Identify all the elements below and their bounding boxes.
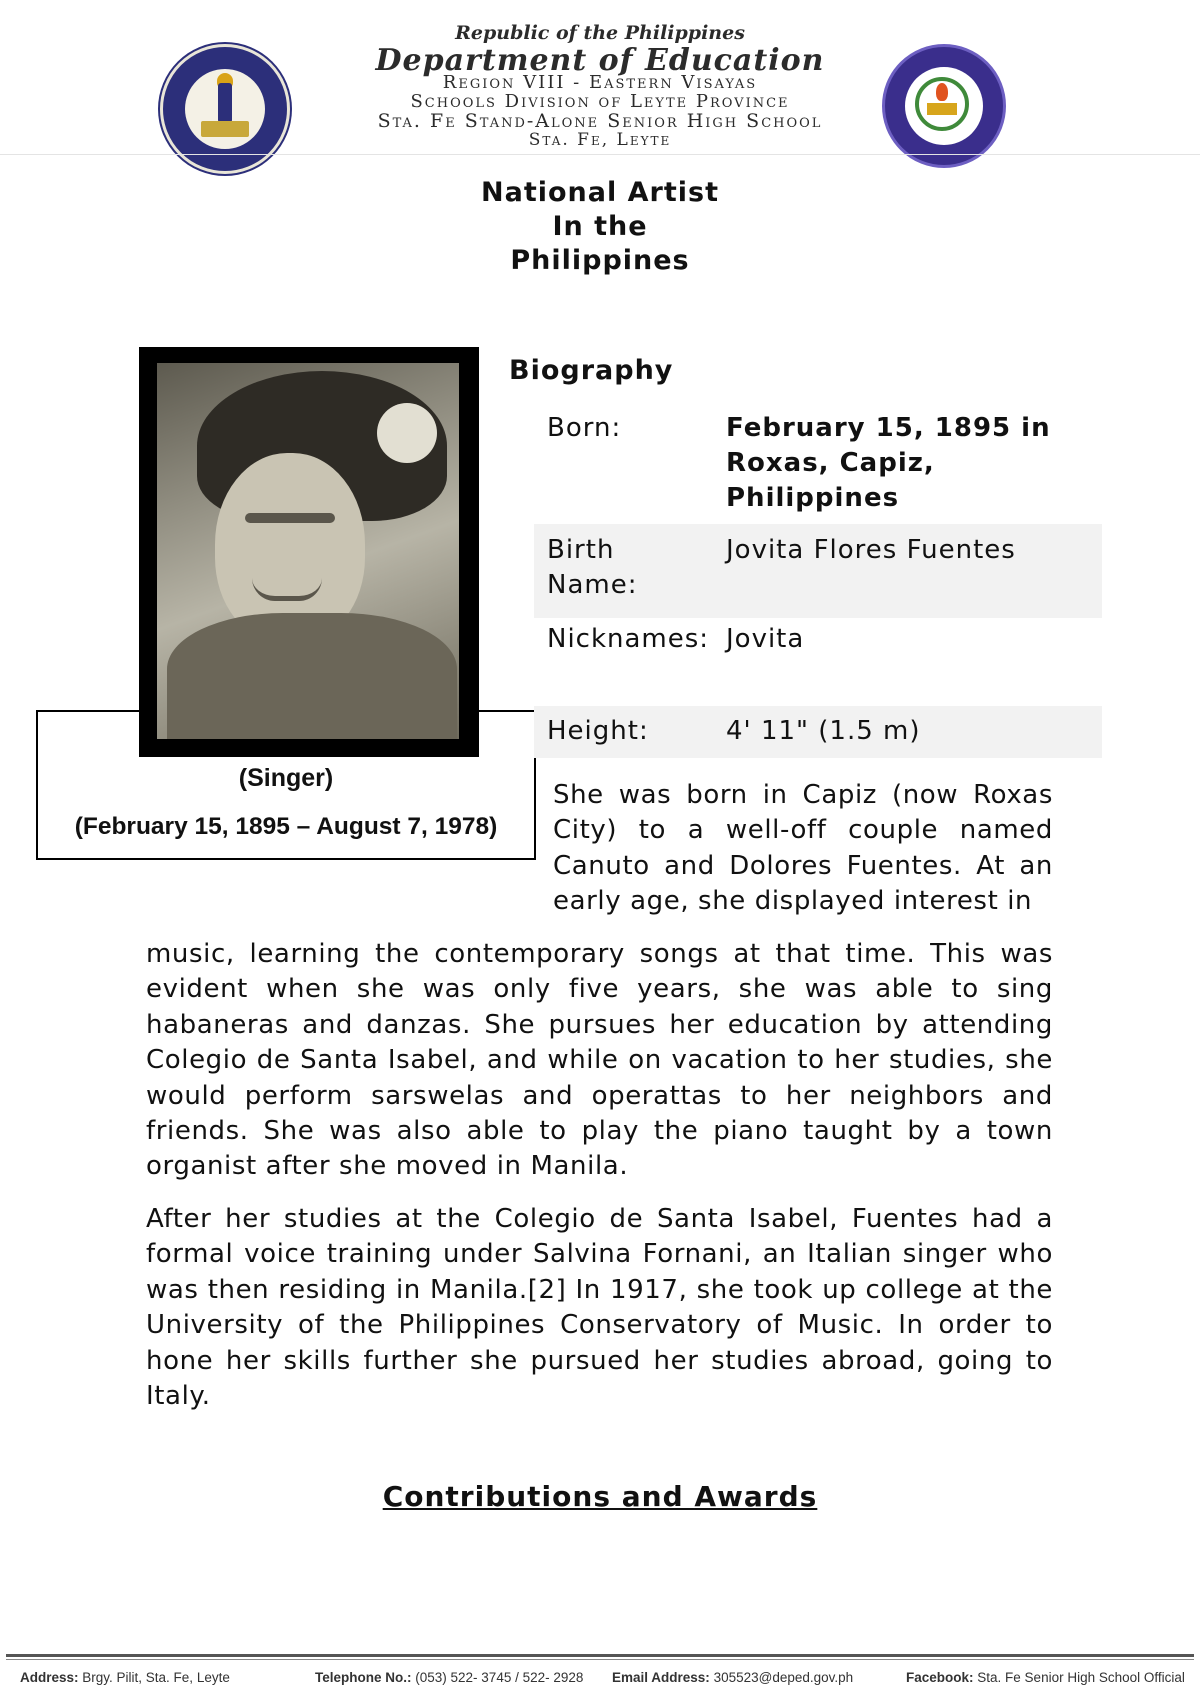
letterhead-republic: Republic of the Philippines bbox=[455, 22, 745, 44]
footer-address-value: Brgy. Pilit, Sta. Fe, Leyte bbox=[82, 1670, 230, 1685]
footer-email-label: Email Address: bbox=[612, 1670, 710, 1685]
portrait-photo bbox=[157, 363, 459, 739]
letterhead-school: Sta. Fe Stand-Alone Senior High School bbox=[377, 110, 823, 132]
bio-label: Born: bbox=[547, 413, 622, 443]
title-line-3: Philippines bbox=[510, 245, 690, 276]
bio-row-birth-name bbox=[534, 524, 1102, 618]
portrait-role: (Singer) bbox=[238, 764, 334, 792]
biography-heading: Biography bbox=[509, 355, 674, 386]
letterhead-region: Region VIII - Eastern Visayas bbox=[442, 72, 758, 93]
school-seal-icon bbox=[882, 44, 1006, 168]
portrait-dates: (February 15, 1895 – August 7, 1978) bbox=[74, 813, 498, 840]
footer-phone bbox=[315, 1670, 583, 1685]
footer-divider-thin bbox=[6, 1659, 1194, 1660]
footer-phone-value: (053) 522- 3745 / 522- 2928 bbox=[415, 1670, 584, 1685]
footer-facebook-value: Sta. Fe Senior High School Official bbox=[977, 1670, 1185, 1685]
paragraph-early-life-start: She was born in Capiz (now Roxas City) to a well-off couple named Canuto and Dolores Fuentes. At an early age, she displayed interest in bbox=[553, 780, 1053, 917]
footer-address-label: Address: bbox=[20, 1670, 79, 1685]
paragraph-education: After her studies at the Colegio de Santa Isabel, Fuentes had a formal voice training under Salvina Fornani, an Italian singer who was then residing in Manila.[2] In 1917, she took up college at the University of the Philippines Conservatory of Music. In order to hone her skills further she pursued her studies abroad, going to Italy. bbox=[146, 1204, 1053, 1412]
footer-address bbox=[20, 1670, 230, 1685]
bio-value: Jovita bbox=[726, 624, 805, 654]
letterhead-division: Schools Division of Leyte Province bbox=[410, 91, 790, 112]
letterhead-town: Sta. Fe, Leyte bbox=[528, 130, 672, 150]
bio-value: February 15, 1895 in Roxas, Capiz, Philippines bbox=[726, 413, 1051, 513]
bio-label: Height: bbox=[547, 716, 649, 746]
footer-email bbox=[612, 1670, 853, 1685]
footer-phone-label: Telephone No.: bbox=[315, 1670, 412, 1685]
portrait-frame bbox=[139, 347, 479, 757]
title-line-2: In the bbox=[552, 211, 648, 242]
bio-value: 4' 11" (1.5 m) bbox=[726, 716, 921, 746]
title-line-1: National Artist bbox=[481, 177, 719, 208]
footer-email-value: 305523@deped.gov.ph bbox=[713, 1670, 854, 1685]
footer-facebook-label: Facebook: bbox=[906, 1670, 974, 1685]
bio-row-nicknames bbox=[534, 618, 1102, 706]
letterhead-department: Department of Education bbox=[375, 43, 825, 78]
contributions-heading: Contributions and Awards bbox=[382, 1480, 818, 1513]
bio-row-height bbox=[534, 706, 1102, 758]
footer-facebook bbox=[906, 1670, 1185, 1685]
bio-label: Birth Name: bbox=[547, 535, 638, 600]
bio-label: Nicknames: bbox=[547, 624, 710, 654]
letterhead-divider bbox=[0, 154, 1200, 155]
bio-value: Jovita Flores Fuentes bbox=[726, 535, 1016, 565]
page-title bbox=[400, 176, 800, 278]
bio-row-born bbox=[534, 411, 1102, 523]
paragraph-early-life-continued: music, learning the contemporary songs at that time. This was evident when she was only five years, she was able to sing habaneras and danzas. She pursues her education by attending Colegio de Santa Isabel, and while on vacation to her studies, she would perform sarswelas and operattas to her neighbors and friends. She was also able to play the piano taught by a town organist after she moved in Manila. bbox=[146, 939, 1053, 1182]
footer-divider bbox=[6, 1654, 1194, 1657]
